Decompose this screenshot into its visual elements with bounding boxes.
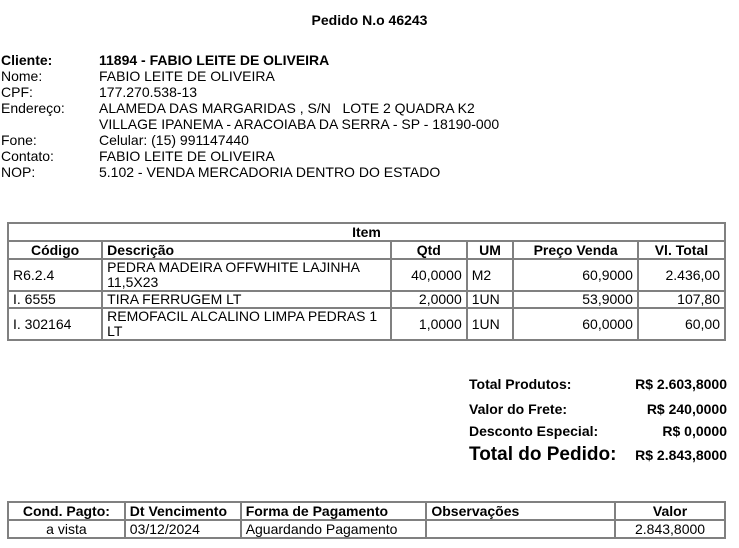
table-row bbox=[8, 308, 725, 340]
table-row bbox=[8, 259, 725, 291]
total-produtos-row bbox=[469, 374, 727, 398]
cell-codigo: I. 302164 bbox=[8, 308, 102, 340]
cell-cond: a vista bbox=[8, 520, 125, 538]
frete-value: R$ 240,0000 bbox=[646, 401, 727, 417]
client-value: 11894 - FABIO LEITE DE OLIVEIRA bbox=[99, 52, 330, 68]
phone-value: Celular: (15) 991147440 bbox=[99, 132, 249, 148]
items-table bbox=[7, 222, 726, 341]
cell-total: 2.436,00 bbox=[638, 259, 725, 291]
cpf-row bbox=[1, 84, 499, 100]
name-value: FABIO LEITE DE OLIVEIRA bbox=[99, 68, 275, 84]
frete-label: Valor do Frete: bbox=[469, 401, 568, 417]
cell-forma: Aguardando Pagamento bbox=[241, 520, 427, 538]
cpf-label: CPF: bbox=[1, 84, 33, 100]
cell-qtd: 1,0000 bbox=[391, 308, 467, 340]
cell-um: M2 bbox=[467, 259, 514, 291]
cell-preco: 60,9000 bbox=[513, 259, 638, 291]
col-cond-pagto: Cond. Pagto: bbox=[8, 502, 125, 520]
totals-block bbox=[469, 374, 727, 467]
table-row bbox=[8, 291, 725, 308]
address-row bbox=[1, 100, 499, 116]
table-row bbox=[8, 520, 725, 538]
client-label: Cliente: bbox=[1, 52, 53, 68]
address-value-2: VILLAGE IPANEMA - ARACOIABA DA SERRA - SP - 18190-000 bbox=[99, 116, 500, 132]
col-descricao: Descrição bbox=[102, 241, 391, 259]
col-forma-pagamento: Forma de Pagamento bbox=[241, 502, 427, 520]
name-row bbox=[1, 68, 499, 84]
col-observacoes: Observações bbox=[426, 502, 615, 520]
address-value: ALAMEDA DAS MARGARIDAS , S/N LOTE 2 QUADRA K2 bbox=[99, 100, 475, 116]
cell-vencimento: 03/12/2024 bbox=[125, 520, 241, 538]
cpf-value: 177.270.538-13 bbox=[99, 84, 198, 100]
col-dt-vencimento: Dt Vencimento bbox=[125, 502, 241, 520]
nop-value: 5.102 - VENDA MERCADORIA DENTRO DO ESTADO bbox=[99, 164, 441, 180]
col-um: UM bbox=[467, 241, 514, 259]
cell-um: 1UN bbox=[467, 291, 514, 308]
cell-valor: 2.843,8000 bbox=[615, 520, 725, 538]
address-label-2 bbox=[1, 116, 99, 132]
client-row bbox=[1, 52, 499, 68]
address-label: Endereço: bbox=[1, 100, 65, 116]
cell-total: 60,00 bbox=[638, 308, 725, 340]
contact-value: FABIO LEITE DE OLIVEIRA bbox=[99, 148, 275, 164]
cell-descricao: TIRA FERRUGEM LT bbox=[102, 291, 391, 308]
col-preco: Preço Venda bbox=[513, 241, 638, 259]
cell-codigo: R6.2.4 bbox=[8, 259, 102, 291]
nop-label: NOP: bbox=[1, 164, 36, 180]
phone-label: Fone: bbox=[1, 132, 37, 148]
cell-obs bbox=[426, 520, 615, 538]
items-table-title: Item bbox=[8, 223, 725, 241]
col-valor: Valor bbox=[615, 502, 725, 520]
cell-descricao: PEDRA MADEIRA OFFWHITE LAJINHA 11,5X23 bbox=[102, 259, 391, 291]
items-header-row bbox=[8, 241, 725, 259]
desconto-label: Desconto Especial: bbox=[469, 423, 599, 439]
cell-preco: 53,9000 bbox=[513, 291, 638, 308]
contact-label: Contato: bbox=[1, 148, 54, 164]
payment-header-row bbox=[8, 502, 725, 520]
col-total: Vl. Total bbox=[638, 241, 725, 259]
cell-preco: 60,0000 bbox=[513, 308, 638, 340]
total-pedido-label: Total do Pedido: bbox=[469, 444, 617, 465]
client-info bbox=[1, 52, 499, 180]
nop-row bbox=[1, 164, 499, 180]
desconto-value: R$ 0,0000 bbox=[662, 423, 727, 439]
phone-row bbox=[1, 132, 499, 148]
address-row-2 bbox=[1, 116, 499, 132]
cell-qtd: 40,0000 bbox=[391, 259, 467, 291]
desconto-row bbox=[469, 421, 727, 443]
cell-qtd: 2,0000 bbox=[391, 291, 467, 308]
total-produtos-value: R$ 2.603,8000 bbox=[635, 376, 727, 392]
cell-codigo: I. 6555 bbox=[8, 291, 102, 308]
cell-descricao: REMOFACIL ALCALINO LIMPA PEDRAS 1 LT bbox=[102, 308, 391, 340]
contact-row bbox=[1, 148, 499, 164]
col-codigo: Código bbox=[8, 241, 102, 259]
cell-total: 107,80 bbox=[638, 291, 725, 308]
cell-um: 1UN bbox=[467, 308, 514, 340]
total-pedido-value: R$ 2.843,8000 bbox=[635, 447, 727, 463]
total-produtos-label: Total Produtos: bbox=[469, 376, 572, 392]
name-label: Nome: bbox=[1, 68, 43, 84]
frete-row bbox=[469, 398, 727, 421]
payment-table bbox=[7, 501, 726, 539]
order-title: Pedido N.o 46243 bbox=[311, 12, 428, 28]
col-qtd: Qtd bbox=[391, 241, 467, 259]
total-pedido-row bbox=[469, 443, 727, 467]
